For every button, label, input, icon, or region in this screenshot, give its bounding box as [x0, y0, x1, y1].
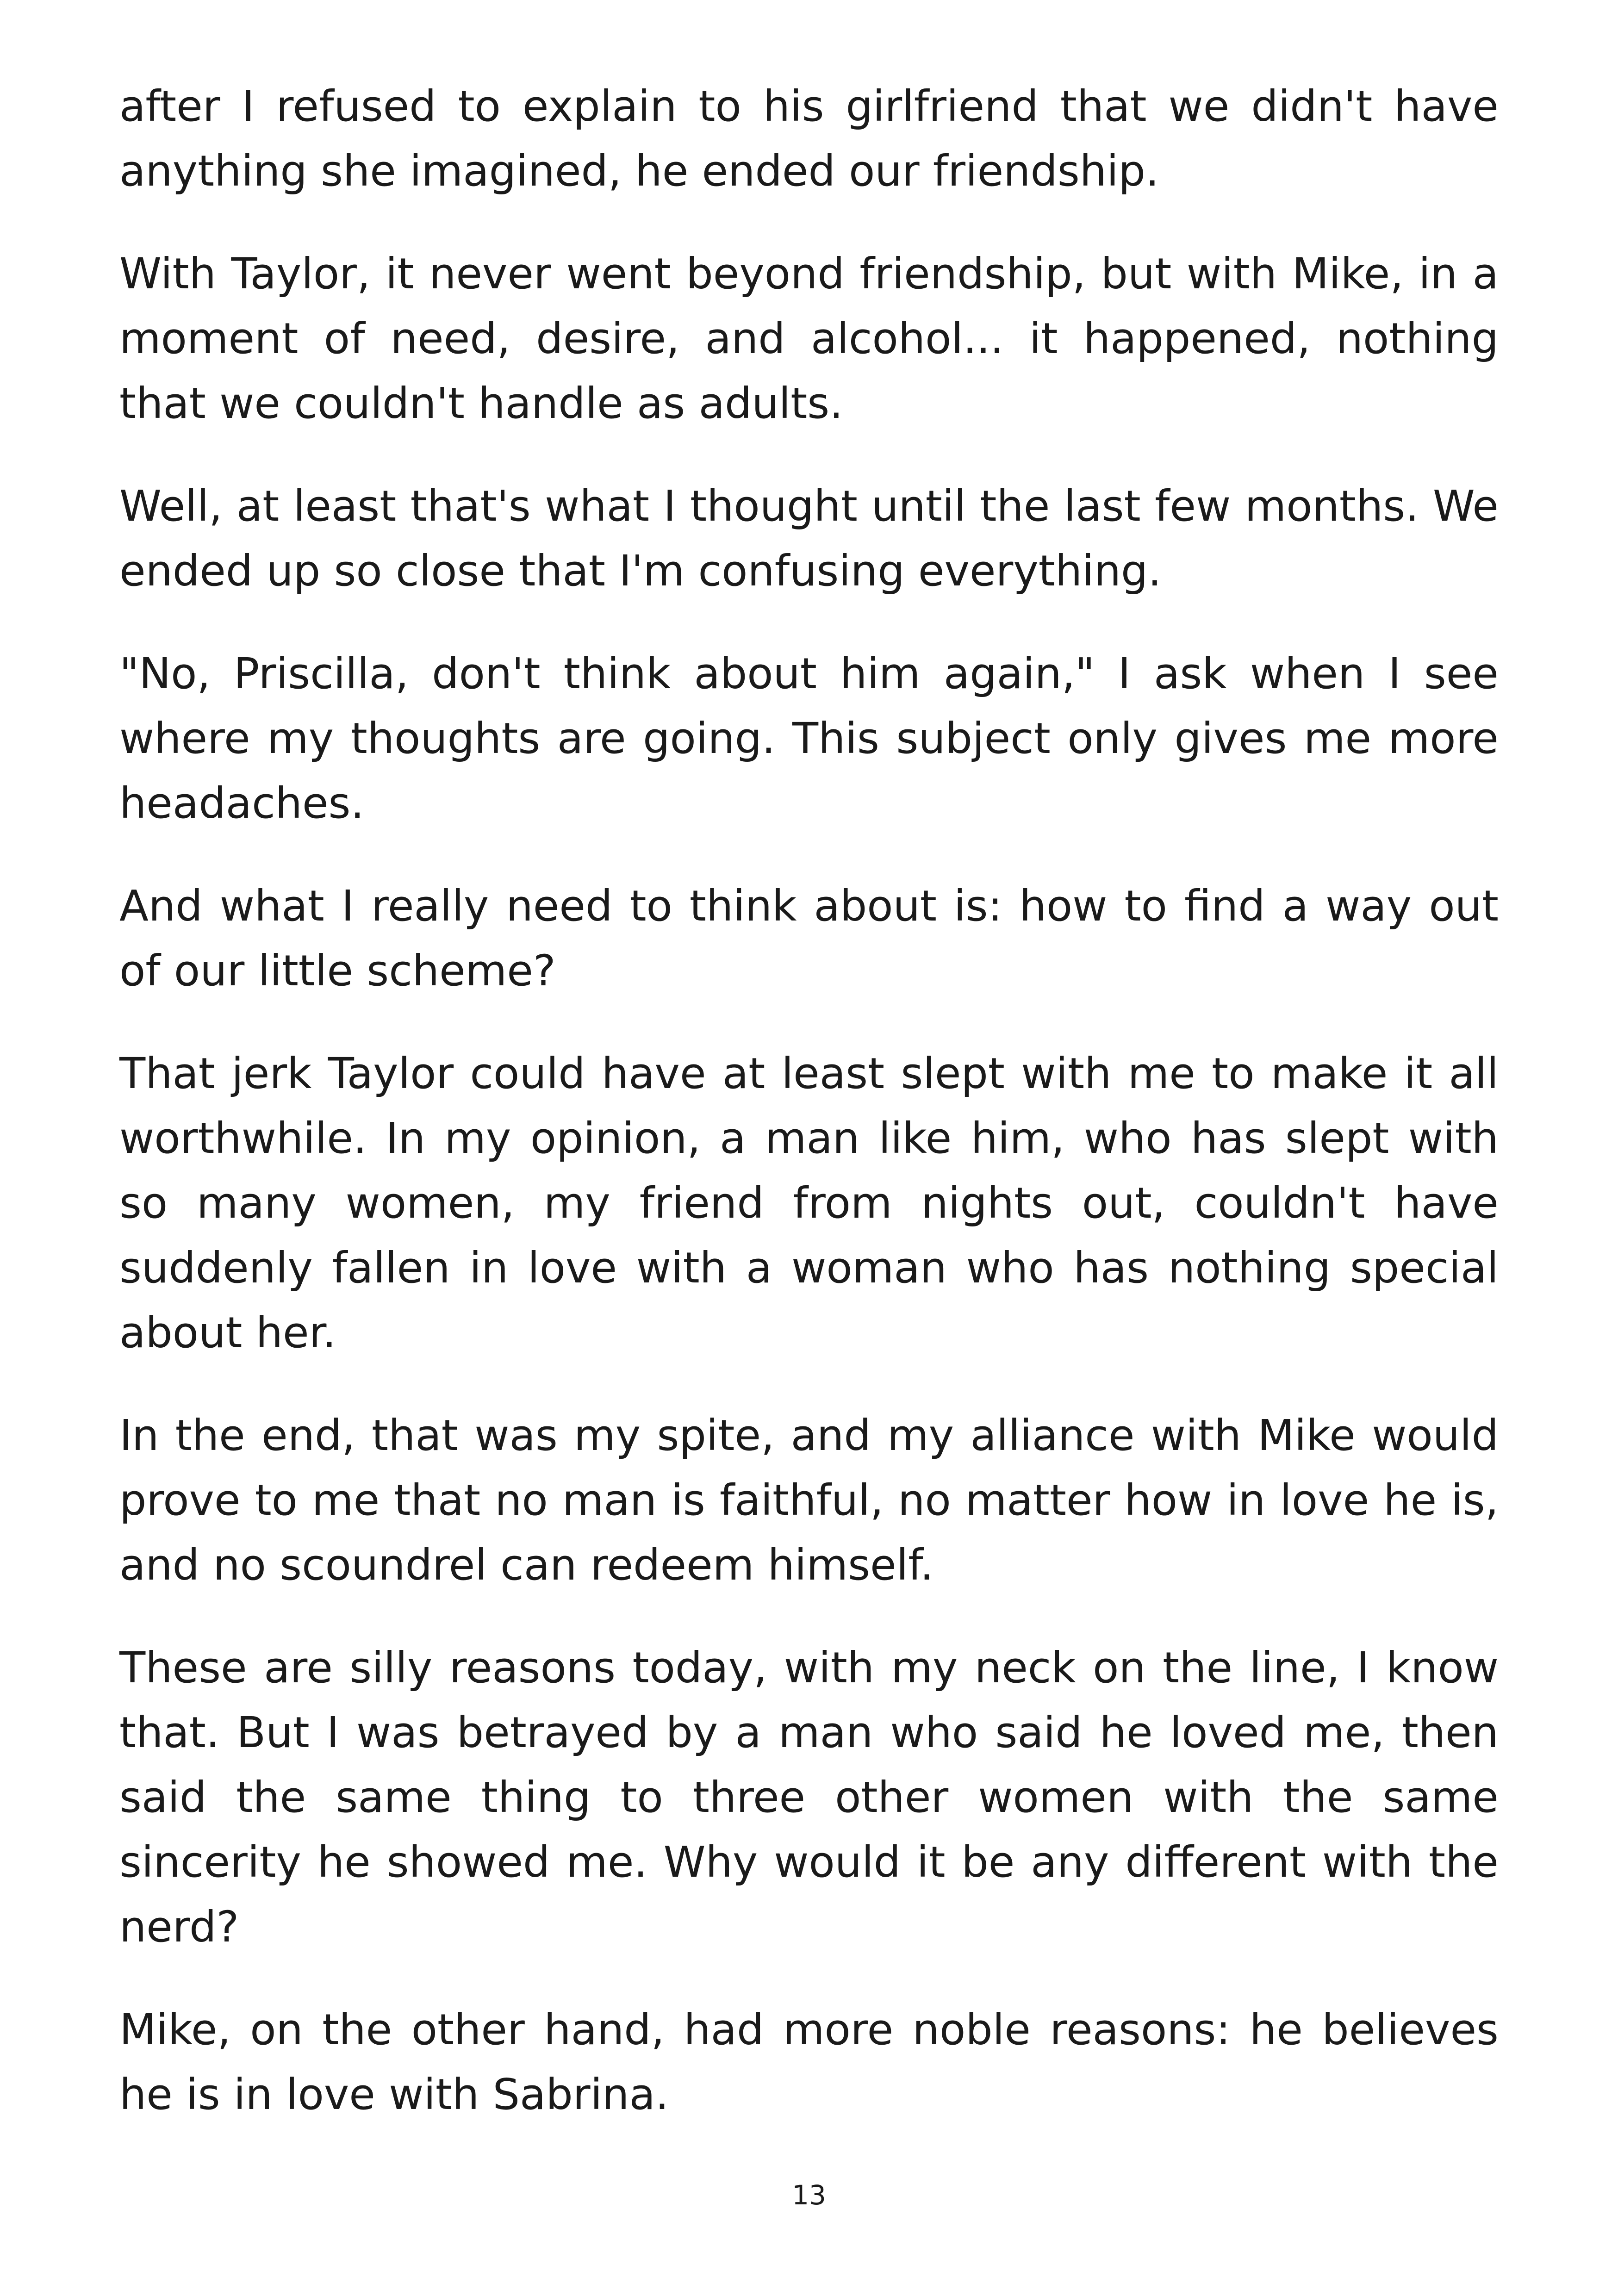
paragraph: That jerk Taylor could have at least slept with me to make it all worthwhile. In my opinion, a man like him, who has slept with so many women, my friend from nights out, couldn't have suddenly fallen in love with a woman who has nothing special about her. — [119, 1049, 1499, 1357]
paragraph: Mike, on the other hand, had more noble reasons: he believes he is in love with Sabrina. — [119, 2005, 1499, 2119]
paragraph: These are silly reasons today, with my neck on the line, I know that. But I was betrayed by a man who said he loved me, then said the same thing to three other women with the same sincerity he showed me. Why would it be any different with the nerd? — [119, 1643, 1499, 1952]
paragraph: "No, Priscilla, don't think about him again," I ask when I see where my thoughts are going. This subject only gives me more headaches. — [119, 649, 1499, 828]
paragraph: after I refused to explain to his girlfriend that we didn't have anything she imagined, he ended our friendship. — [119, 81, 1499, 196]
paragraph: Well, at least that's what I thought until the last few months. We ended up so close that I'm confusing everything. — [119, 481, 1499, 596]
body-text — [119, 74, 1499, 2165]
paragraph: And what I really need to think about is: how to find a way out of our little scheme? — [119, 881, 1499, 996]
paragraph: With Taylor, it never went beyond friendship, but with Mike, in a moment of need, desire, and alcohol... it happened, nothing that we couldn't handle as adults. — [119, 249, 1499, 428]
paragraph: In the end, that was my spite, and my alliance with Mike would prove to me that no man is faithful, no matter how in love he is, and no scoundrel can redeem himself. — [119, 1411, 1499, 1590]
page-number: 13 — [792, 2179, 826, 2211]
